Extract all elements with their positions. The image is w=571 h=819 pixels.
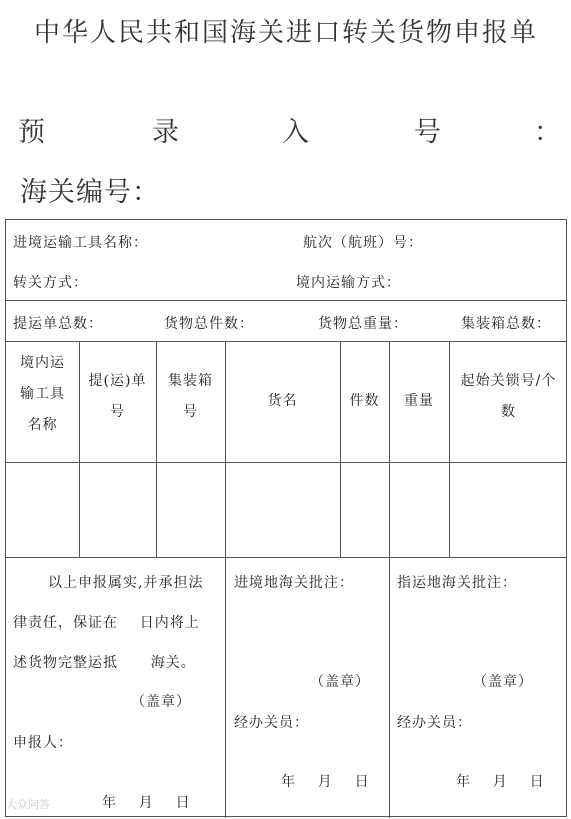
column-header-weight: 重量 xyxy=(404,393,434,409)
row-divider xyxy=(6,462,566,463)
prerecord-char: 号 xyxy=(414,117,441,148)
declaration-form xyxy=(5,219,567,817)
column-header-pieces: 件数 xyxy=(349,393,380,409)
column-header-bill-number: 提(运)单 号 xyxy=(88,373,147,420)
column-header-seal-number: 起始关锁号/个 数 xyxy=(460,373,557,420)
vehicle-name-label: 进境运输工具名称： xyxy=(13,235,148,251)
prerecord-char: 预 xyxy=(18,117,45,148)
column-header-goods-name: 货名 xyxy=(267,393,298,409)
domestic-transport-mode-label: 境内运输方式： xyxy=(296,275,401,291)
row-divider xyxy=(6,300,566,301)
column-divider xyxy=(340,341,341,557)
destination-customs-date-label: 年 月 日 xyxy=(456,774,545,790)
declarant-label: 申报人： xyxy=(13,735,73,751)
row-divider xyxy=(6,341,566,342)
declaration-date-label: 年 月 日 xyxy=(102,795,191,811)
destination-customs-officer-label: 经办关员： xyxy=(397,715,472,731)
customs-number-label: 海关编号： xyxy=(20,177,160,208)
row-divider xyxy=(6,557,566,558)
column-header-container-number: 集装箱 号 xyxy=(168,373,213,420)
declarant-seal-label: （盖章） xyxy=(131,694,191,710)
entry-customs-seal-label: （盖章） xyxy=(310,674,370,690)
total-containers-label: 集装箱总数： xyxy=(461,316,551,332)
document-title: 中华人民共和国海关进口转关货物申报单 xyxy=(34,18,539,48)
destination-customs-seal-label: （盖章） xyxy=(473,674,533,690)
prerecord-char: 录 xyxy=(152,117,179,148)
entry-customs-officer-label: 经办关员： xyxy=(234,715,309,731)
declaration-text-line: 述货物完整运抵 海关。 xyxy=(13,655,196,671)
destination-customs-note-label: 指运地海关批注： xyxy=(397,575,517,591)
entry-customs-note-label: 进境地海关批注： xyxy=(234,575,354,591)
declaration-text-line: 律责任，保证在 日内将上 xyxy=(13,615,200,631)
total-weight-label: 货物总重量： xyxy=(318,316,408,332)
total-pieces-label: 货物总件数： xyxy=(164,316,254,332)
transit-mode-label: 转关方式： xyxy=(13,275,88,291)
prerecord-char: 入 xyxy=(282,117,309,148)
prerecord-char: ： xyxy=(534,117,561,148)
voyage-number-label: 航次（航班）号： xyxy=(303,235,423,251)
prerecord-number-label xyxy=(18,110,563,150)
declaration-text-line: 以上申报属实,并承担法 xyxy=(48,575,204,591)
watermark: 大众问答 xyxy=(6,798,50,811)
column-header-vehicle: 境内运 输工具 名称 xyxy=(20,355,65,433)
total-bills-label: 提运单总数： xyxy=(13,316,103,332)
entry-customs-date-label: 年 月 日 xyxy=(281,774,370,790)
